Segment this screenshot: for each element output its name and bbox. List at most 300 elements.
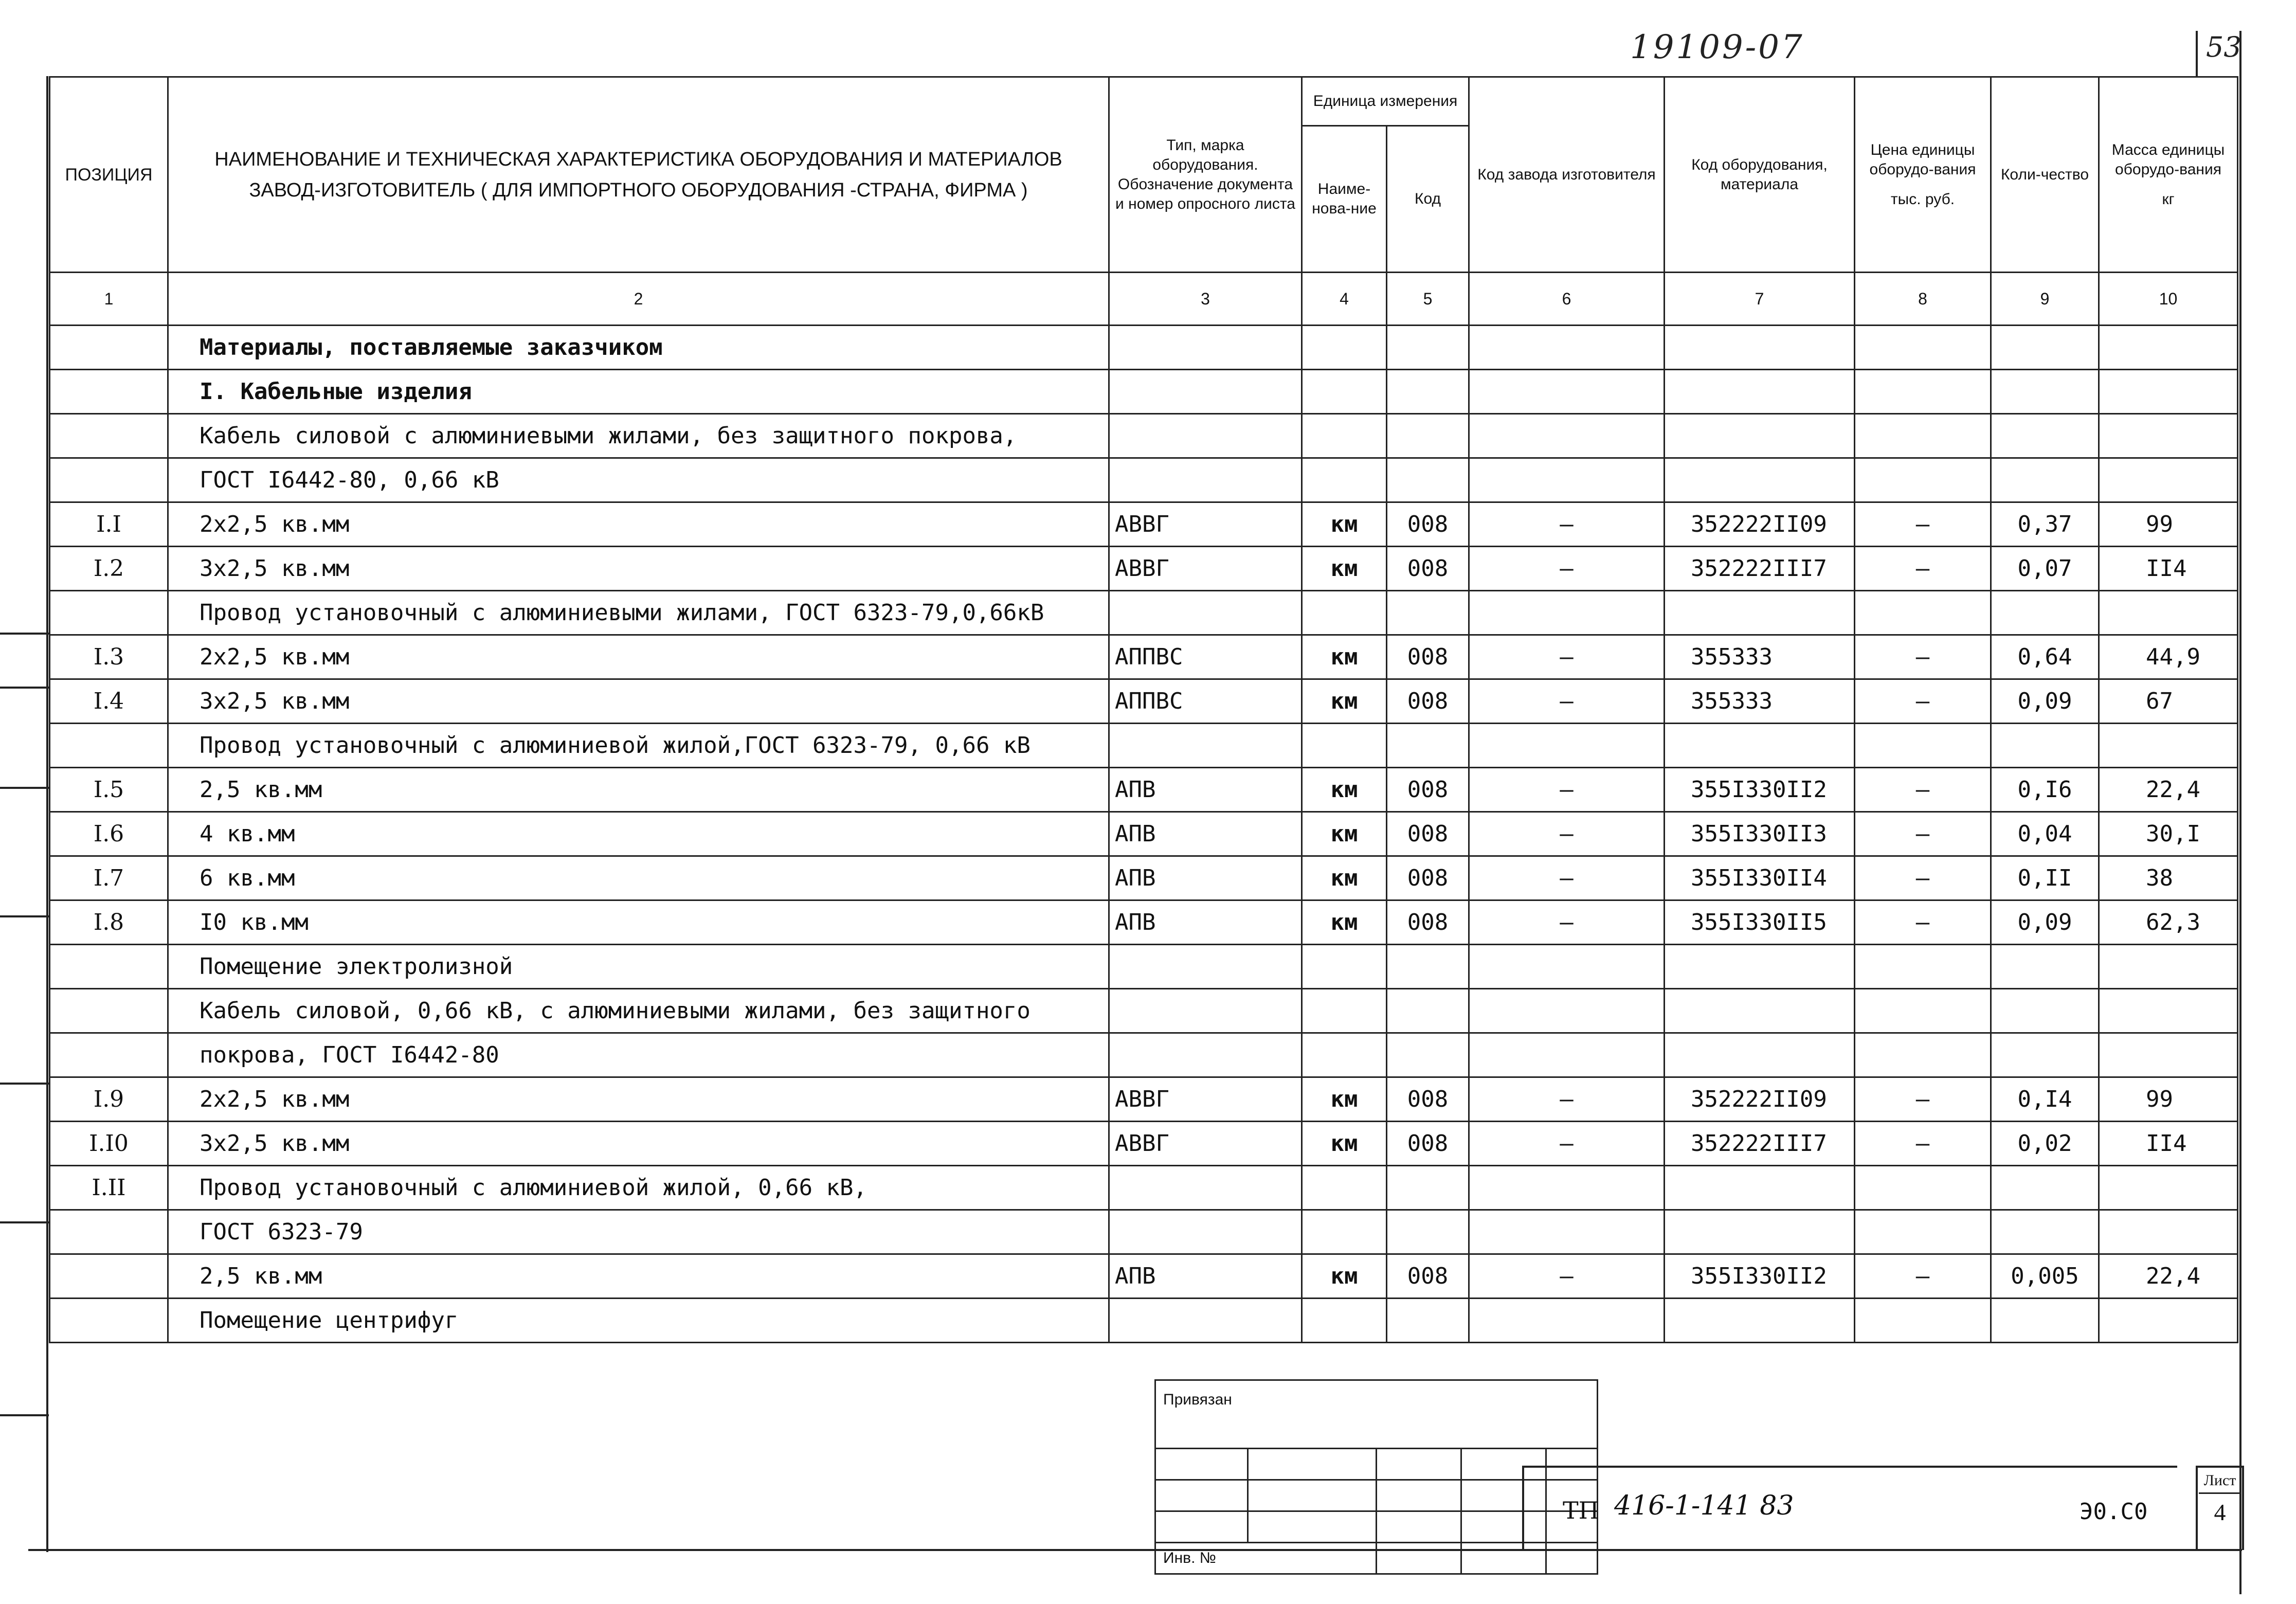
row-position: I.5: [50, 768, 168, 812]
row-type: [1109, 458, 1302, 502]
row-quantity: [1991, 989, 2099, 1033]
row-unit-code: 008: [1387, 812, 1469, 856]
row-position: I.7: [50, 856, 168, 900]
row-mass: [2099, 414, 2238, 458]
table-row: [50, 1166, 2238, 1210]
row-name: 6 кв.мм: [168, 856, 1109, 900]
row-quantity: [1991, 1033, 2099, 1077]
row-unit-code: [1387, 591, 1469, 635]
row-unit: [1302, 1166, 1387, 1210]
row-position: [50, 989, 168, 1033]
row-type: [1109, 414, 1302, 458]
row-mass: [2099, 945, 2238, 989]
row-manufacturer-code: –: [1469, 1077, 1665, 1122]
sheet-box: [2196, 1466, 2244, 1550]
sheet-mark: Э0.С0: [2080, 1499, 2148, 1525]
col-header-equipment-code: Код оборудования, материала: [1665, 77, 1855, 273]
row-unit: [1302, 458, 1387, 502]
column-number: 6: [1469, 273, 1665, 326]
row-quantity: 0,005: [1991, 1254, 2099, 1299]
row-type: АПВ: [1109, 768, 1302, 812]
col-header-unit-code: Код: [1387, 126, 1469, 273]
row-unit-code: [1387, 326, 1469, 370]
row-name: Материалы, поставляемые заказчиком: [168, 326, 1109, 370]
frame-corner-divider: [2196, 31, 2198, 77]
row-equipment-code: [1665, 591, 1855, 635]
row-equipment-code: 352222II09: [1665, 1077, 1855, 1122]
col-header-quantity: Коли-чество: [1991, 77, 2099, 273]
row-price: –: [1855, 856, 1991, 900]
row-manufacturer-code: –: [1469, 1254, 1665, 1299]
margin-tick: [0, 687, 49, 689]
margin-tick: [0, 1221, 49, 1223]
margin-tick: [0, 1414, 49, 1416]
row-manufacturer-code: –: [1469, 1122, 1665, 1166]
table-row: [50, 547, 2238, 591]
column-number: 2: [168, 273, 1109, 326]
row-equipment-code: 355I330II2: [1665, 768, 1855, 812]
col-header-name: [168, 77, 1109, 273]
margin-tick: [0, 915, 49, 917]
row-unit-code: [1387, 1210, 1469, 1254]
row-name: 2х2,5 кв.мм: [168, 635, 1109, 679]
row-position: [50, 1210, 168, 1254]
table-row: [50, 768, 2238, 812]
row-manufacturer-code: [1469, 989, 1665, 1033]
table-row: [50, 1122, 2238, 1166]
col-header-manufacturer-code: Код завода изготовителя: [1469, 77, 1665, 273]
row-type: АПВ: [1109, 856, 1302, 900]
row-name: покрова, ГОСТ I6442-80: [168, 1033, 1109, 1077]
row-price: [1855, 326, 1991, 370]
row-manufacturer-code: [1469, 458, 1665, 502]
col-header-position: ПОЗИЦИЯ: [50, 77, 168, 273]
row-equipment-code: 355333: [1665, 679, 1855, 724]
row-name: I. Кабельные изделия: [168, 370, 1109, 414]
row-quantity: [1991, 724, 2099, 768]
row-quantity: 0,02: [1991, 1122, 2099, 1166]
row-name: 2,5 кв.мм: [168, 768, 1109, 812]
row-mass: 22,4: [2099, 1254, 2238, 1299]
row-mass: [2099, 370, 2238, 414]
row-name: 3х2,5 кв.мм: [168, 547, 1109, 591]
stamp-inventory-label: Инв. №: [1155, 1543, 1377, 1574]
row-name: 2х2,5 кв.мм: [168, 1077, 1109, 1122]
row-manufacturer-code: –: [1469, 502, 1665, 547]
row-type: [1109, 370, 1302, 414]
row-name: 2х2,5 кв.мм: [168, 502, 1109, 547]
row-manufacturer-code: –: [1469, 679, 1665, 724]
row-unit-code: [1387, 1166, 1469, 1210]
table-row: [50, 1033, 2238, 1077]
row-type: АПВ: [1109, 1254, 1302, 1299]
row-unit: [1302, 1033, 1387, 1077]
row-price: –: [1855, 1254, 1991, 1299]
col-header-price-label: Цена единицы оборудо-вания: [1869, 141, 1976, 178]
column-number: 10: [2099, 273, 2238, 326]
row-price: –: [1855, 635, 1991, 679]
row-price: –: [1855, 502, 1991, 547]
row-equipment-code: [1665, 1299, 1855, 1343]
row-mass: 38: [2099, 856, 2238, 900]
row-mass: [2099, 1166, 2238, 1210]
row-name: I0 кв.мм: [168, 900, 1109, 945]
col-header-unit-name: Наиме-нова-ние: [1302, 126, 1387, 273]
row-name: Кабель силовой с алюминиевыми жилами, без защитного покрова,: [168, 414, 1109, 458]
col-header-mass: [2099, 77, 2238, 273]
row-type: [1109, 1210, 1302, 1254]
row-manufacturer-code: [1469, 370, 1665, 414]
row-manufacturer-code: –: [1469, 547, 1665, 591]
table-row: [50, 1254, 2238, 1299]
row-quantity: 0,07: [1991, 547, 2099, 591]
row-equipment-code: [1665, 989, 1855, 1033]
row-unit: км: [1302, 635, 1387, 679]
row-price: [1855, 591, 1991, 635]
sheet-label: Лист: [2199, 1469, 2241, 1494]
row-unit-code: [1387, 1299, 1469, 1343]
table-row: [50, 1077, 2238, 1122]
row-type: АППВС: [1109, 635, 1302, 679]
row-unit-code: 008: [1387, 900, 1469, 945]
row-unit: км: [1302, 1122, 1387, 1166]
specification-body: [50, 326, 2238, 1343]
row-price: [1855, 724, 1991, 768]
row-price: –: [1855, 547, 1991, 591]
row-type: [1109, 591, 1302, 635]
row-unit-code: 008: [1387, 502, 1469, 547]
row-quantity: 0,64: [1991, 635, 2099, 679]
row-unit-code: [1387, 458, 1469, 502]
row-mass: 44,9: [2099, 635, 2238, 679]
row-quantity: [1991, 1299, 2099, 1343]
row-name: Провод установочный с алюминиевой жилой, 0,66 кВ,: [168, 1166, 1109, 1210]
row-position: [50, 724, 168, 768]
row-equipment-code: [1665, 945, 1855, 989]
row-unit: км: [1302, 502, 1387, 547]
row-price: [1855, 945, 1991, 989]
column-number-row: [50, 273, 2238, 326]
row-equipment-code: [1665, 724, 1855, 768]
row-quantity: 0,37: [1991, 502, 2099, 547]
table-row: [50, 679, 2238, 724]
row-quantity: [1991, 370, 2099, 414]
row-unit: [1302, 1210, 1387, 1254]
row-manufacturer-code: –: [1469, 856, 1665, 900]
table-row: [50, 370, 2238, 414]
stamp-bound-label: Привязан: [1155, 1380, 1598, 1449]
row-mass: 99: [2099, 1077, 2238, 1122]
row-price: [1855, 1166, 1991, 1210]
row-position: [50, 458, 168, 502]
row-unit: [1302, 945, 1387, 989]
row-quantity: 0,I4: [1991, 1077, 2099, 1122]
row-position: [50, 1299, 168, 1343]
row-unit: км: [1302, 679, 1387, 724]
col-header-unit-group: Единица измерения: [1302, 77, 1469, 126]
row-mass: [2099, 724, 2238, 768]
table-row: [50, 414, 2238, 458]
table-row: [50, 326, 2238, 370]
row-quantity: [1991, 1166, 2099, 1210]
row-type: АВВГ: [1109, 1122, 1302, 1166]
row-mass: [2099, 1033, 2238, 1077]
table-row: [50, 989, 2238, 1033]
row-mass: 62,3: [2099, 900, 2238, 945]
title-block: [1522, 1466, 2177, 1550]
row-mass: II4: [2099, 1122, 2238, 1166]
row-type: [1109, 1166, 1302, 1210]
row-price: [1855, 1033, 1991, 1077]
row-quantity: [1991, 591, 2099, 635]
row-equipment-code: [1665, 1033, 1855, 1077]
row-mass: [2099, 1299, 2238, 1343]
row-equipment-code: 355I330II3: [1665, 812, 1855, 856]
row-manufacturer-code: [1469, 1210, 1665, 1254]
row-price: [1855, 370, 1991, 414]
row-name: Кабель силовой, 0,66 кВ, с алюминиевыми жилами, без защитного: [168, 989, 1109, 1033]
project-prefix: ТП: [1563, 1497, 1599, 1524]
row-type: [1109, 724, 1302, 768]
row-mass: 99: [2099, 502, 2238, 547]
row-unit: км: [1302, 812, 1387, 856]
document-number: 19109-07: [1630, 28, 1804, 66]
row-position: I.I0: [50, 1122, 168, 1166]
row-position: I.I: [50, 502, 168, 547]
row-manufacturer-code: [1469, 1033, 1665, 1077]
row-price: [1855, 414, 1991, 458]
row-position: I.9: [50, 1077, 168, 1122]
margin-tick: [0, 1083, 49, 1085]
row-type: АВВГ: [1109, 502, 1302, 547]
row-unit: [1302, 989, 1387, 1033]
row-equipment-code: [1665, 370, 1855, 414]
row-name: Провод установочный с алюминиевой жилой,ГОСТ 6323-79, 0,66 кВ: [168, 724, 1109, 768]
row-quantity: [1991, 1210, 2099, 1254]
row-type: АВВГ: [1109, 1077, 1302, 1122]
row-equipment-code: 355I330II5: [1665, 900, 1855, 945]
row-unit-code: [1387, 414, 1469, 458]
row-manufacturer-code: [1469, 1166, 1665, 1210]
row-equipment-code: 352222III7: [1665, 1122, 1855, 1166]
table-row: [50, 458, 2238, 502]
row-name: 3х2,5 кв.мм: [168, 679, 1109, 724]
row-type: АВВГ: [1109, 547, 1302, 591]
row-unit-code: 008: [1387, 635, 1469, 679]
column-number: 1: [50, 273, 168, 326]
row-price: –: [1855, 812, 1991, 856]
frame-right-border: [2239, 31, 2241, 1594]
row-equipment-code: [1665, 326, 1855, 370]
row-type: [1109, 1033, 1302, 1077]
row-price: –: [1855, 679, 1991, 724]
row-manufacturer-code: –: [1469, 768, 1665, 812]
row-position: [50, 945, 168, 989]
row-name: Провод установочный с алюминиевыми жилами, ГОСТ 6323-79,0,66кВ: [168, 591, 1109, 635]
row-unit-code: [1387, 989, 1469, 1033]
row-type: АПВ: [1109, 812, 1302, 856]
row-position: I.8: [50, 900, 168, 945]
row-equipment-code: [1665, 1210, 1855, 1254]
margin-tick: [0, 633, 49, 635]
row-type: [1109, 989, 1302, 1033]
col-header-price: [1855, 77, 1991, 273]
row-quantity: 0,09: [1991, 679, 2099, 724]
row-quantity: [1991, 945, 2099, 989]
row-equipment-code: 355I330II2: [1665, 1254, 1855, 1299]
row-type: [1109, 945, 1302, 989]
column-number: 9: [1991, 273, 2099, 326]
row-unit: [1302, 370, 1387, 414]
column-number: 7: [1665, 273, 1855, 326]
row-price: [1855, 989, 1991, 1033]
margin-tick: [0, 787, 49, 789]
table-row: [50, 1210, 2238, 1254]
row-quantity: [1991, 326, 2099, 370]
row-unit-code: 008: [1387, 768, 1469, 812]
row-unit-code: 008: [1387, 1122, 1469, 1166]
row-mass: 22,4: [2099, 768, 2238, 812]
row-position: [50, 1254, 168, 1299]
table-row: [50, 1299, 2238, 1343]
row-manufacturer-code: [1469, 326, 1665, 370]
column-number: 8: [1855, 273, 1991, 326]
row-mass: [2099, 989, 2238, 1033]
table-row: [50, 856, 2238, 900]
row-unit: [1302, 414, 1387, 458]
row-type: АПВ: [1109, 900, 1302, 945]
row-unit: [1302, 326, 1387, 370]
table-row: [50, 812, 2238, 856]
project-number-handwritten: 416-1-141 83: [1614, 1490, 1794, 1521]
row-position: I.2: [50, 547, 168, 591]
row-name: ГОСТ 6323-79: [168, 1210, 1109, 1254]
row-unit-code: [1387, 1033, 1469, 1077]
row-quantity: 0,II: [1991, 856, 2099, 900]
row-manufacturer-code: –: [1469, 900, 1665, 945]
row-mass: II4: [2099, 547, 2238, 591]
row-name: Помещение электролизной: [168, 945, 1109, 989]
row-equipment-code: [1665, 414, 1855, 458]
row-type: [1109, 326, 1302, 370]
row-mass: 30,I: [2099, 812, 2238, 856]
row-price: [1855, 458, 1991, 502]
row-quantity: [1991, 414, 2099, 458]
row-position: I.4: [50, 679, 168, 724]
table-row: [50, 635, 2238, 679]
row-position: I.6: [50, 812, 168, 856]
table-row: [50, 591, 2238, 635]
row-position: I.II: [50, 1166, 168, 1210]
column-number: 4: [1302, 273, 1387, 326]
row-unit: [1302, 591, 1387, 635]
row-equipment-code: [1665, 1166, 1855, 1210]
row-manufacturer-code: –: [1469, 635, 1665, 679]
row-unit-code: 008: [1387, 1077, 1469, 1122]
row-unit: км: [1302, 1077, 1387, 1122]
row-manufacturer-code: –: [1469, 812, 1665, 856]
row-manufacturer-code: [1469, 414, 1665, 458]
row-type: [1109, 1299, 1302, 1343]
table-row: [50, 502, 2238, 547]
row-manufacturer-code: [1469, 591, 1665, 635]
row-mass: [2099, 326, 2238, 370]
row-unit-code: 008: [1387, 547, 1469, 591]
row-name: 3х2,5 кв.мм: [168, 1122, 1109, 1166]
col-header-type: Тип, марка оборудования. Обозначение документа и номер опросного листа: [1109, 77, 1302, 273]
table-row: [50, 900, 2238, 945]
table-row: [50, 724, 2238, 768]
col-header-mass-unit: кг: [2162, 190, 2175, 208]
frame-left-border: [46, 76, 48, 1552]
sheet-number: 4: [2214, 1499, 2226, 1525]
row-name: Помещение центрифуг: [168, 1299, 1109, 1343]
col-header-name-line1: НАИМЕНОВАНИЕ И ТЕХНИЧЕСКАЯ ХАРАКТЕРИСТИКА ОБОРУДОВАНИЯ И МАТЕРИАЛОВ: [214, 148, 1062, 170]
row-position: I.3: [50, 635, 168, 679]
row-quantity: 0,09: [1991, 900, 2099, 945]
col-header-name-line2: ЗАВОД-ИЗГОТОВИТЕЛЬ ( ДЛЯ ИМПОРТНОГО ОБОРУДОВАНИЯ -СТРАНА, ФИРМА ): [249, 179, 1028, 201]
row-name: 4 кв.мм: [168, 812, 1109, 856]
row-manufacturer-code: [1469, 945, 1665, 989]
sheet-corner-number: 53: [2206, 31, 2241, 63]
row-mass: 67: [2099, 679, 2238, 724]
row-quantity: 0,I6: [1991, 768, 2099, 812]
row-unit: км: [1302, 547, 1387, 591]
row-equipment-code: 352222II09: [1665, 502, 1855, 547]
col-header-mass-label: Масса единицы оборудо-вания: [2111, 141, 2225, 178]
row-unit-code: 008: [1387, 856, 1469, 900]
row-unit-code: [1387, 945, 1469, 989]
column-number: 5: [1387, 273, 1469, 326]
row-type: АППВС: [1109, 679, 1302, 724]
row-equipment-code: 355333: [1665, 635, 1855, 679]
row-position: [50, 1033, 168, 1077]
row-manufacturer-code: [1469, 1299, 1665, 1343]
col-header-price-unit: тыс. руб.: [1890, 190, 1955, 208]
row-unit-code: [1387, 370, 1469, 414]
row-equipment-code: 352222III7: [1665, 547, 1855, 591]
row-unit: км: [1302, 1254, 1387, 1299]
row-price: –: [1855, 1077, 1991, 1122]
row-mass: [2099, 458, 2238, 502]
row-price: [1855, 1299, 1991, 1343]
row-position: [50, 326, 168, 370]
row-position: [50, 591, 168, 635]
row-unit: [1302, 1299, 1387, 1343]
row-equipment-code: [1665, 458, 1855, 502]
row-price: –: [1855, 1122, 1991, 1166]
row-price: [1855, 1210, 1991, 1254]
row-mass: [2099, 591, 2238, 635]
row-unit-code: 008: [1387, 679, 1469, 724]
row-unit: [1302, 724, 1387, 768]
row-unit-code: [1387, 724, 1469, 768]
specification-table: [49, 76, 2238, 1343]
row-equipment-code: 355I330II4: [1665, 856, 1855, 900]
row-mass: [2099, 1210, 2238, 1254]
row-unit: км: [1302, 900, 1387, 945]
row-unit: км: [1302, 768, 1387, 812]
table-row: [50, 945, 2238, 989]
row-unit: км: [1302, 856, 1387, 900]
row-position: [50, 370, 168, 414]
row-unit-code: 008: [1387, 1254, 1469, 1299]
row-quantity: [1991, 458, 2099, 502]
row-position: [50, 414, 168, 458]
row-name: 2,5 кв.мм: [168, 1254, 1109, 1299]
row-name: ГОСТ I6442-80, 0,66 кВ: [168, 458, 1109, 502]
column-number: 3: [1109, 273, 1302, 326]
